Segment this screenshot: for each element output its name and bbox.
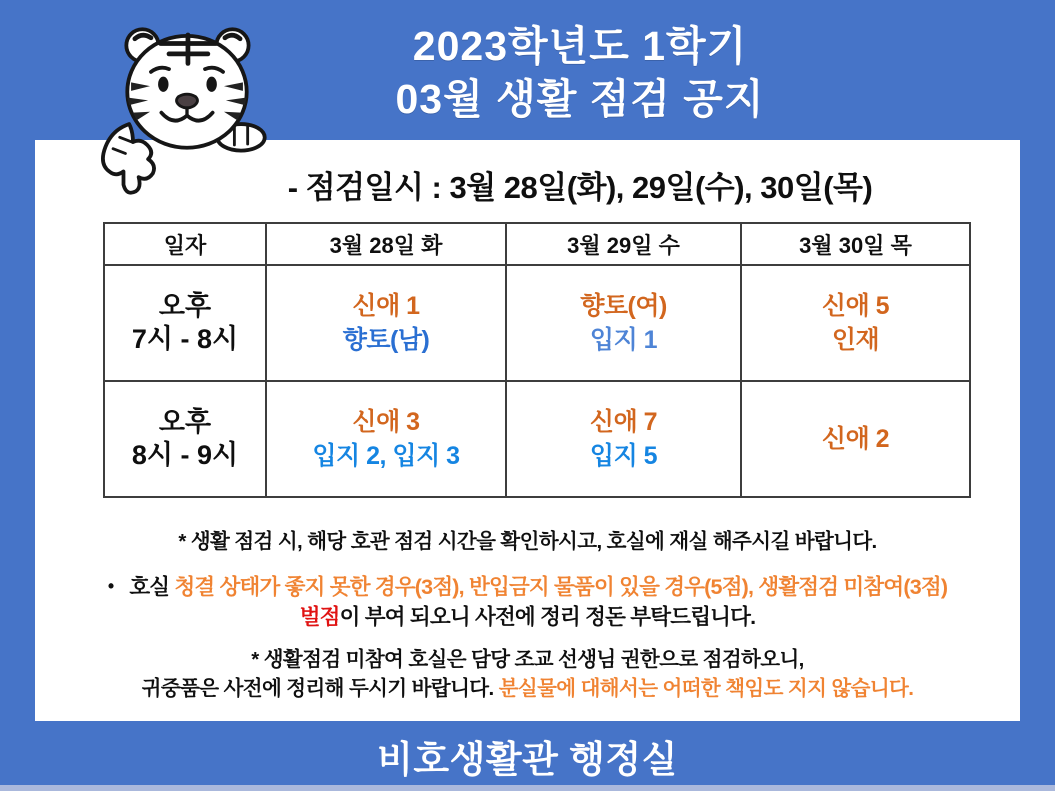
time-slot-cell	[104, 381, 266, 497]
time-line: 7시 - 8시	[131, 324, 239, 354]
note-valuables	[35, 645, 1020, 703]
table-row	[104, 265, 970, 381]
notes-section	[35, 524, 1020, 703]
room-assignment-cell	[506, 381, 741, 497]
header-cell-mar28: 3월 28일 화	[266, 223, 506, 265]
room-line: 향토(여)	[580, 292, 667, 320]
note-penalty-orange: 청결 상태가 좋지 못한 경우(3점), 반입금지 물품이 있을 경우(5점), 생활점검 미참여(3점)	[174, 575, 948, 599]
room-assignment-cell	[266, 265, 506, 381]
tiger-mascot-icon	[78, 14, 296, 205]
room-assignment-cell	[741, 381, 970, 497]
page-title	[250, 20, 910, 126]
note-presence: * 생활 점검 시, 해당 호관 점검 시간을 확인하시고, 호실에 재실 해주시길 바랍니다.	[178, 530, 877, 553]
header-cell-date: 일자	[104, 223, 266, 265]
table-header-row	[104, 223, 970, 265]
header-cell-mar30: 3월 30일 목	[741, 223, 970, 265]
note-penalty-rest: 이 부여 되오니 사전에 정리 정돈 부탁드립니다.	[339, 605, 756, 629]
room-line: 인재	[831, 326, 880, 354]
note-valuables-orange: 분실물에 대해서는 어떠한 책임도 지지 않습니다.	[498, 677, 914, 700]
note-penalty	[35, 571, 1020, 632]
bottom-edge-strip	[0, 785, 1055, 791]
room-line: 입지 5	[589, 442, 658, 470]
note-valuables-line2	[35, 674, 1020, 703]
note-penalty-line1	[35, 571, 1020, 602]
room-assignment-cell	[506, 265, 741, 381]
room-line: 신애 5	[821, 292, 890, 320]
time-line: 오후	[158, 291, 212, 321]
header-cell-mar29: 3월 29일 수	[506, 223, 741, 265]
page-title-line2: 03월 생활 점검 공지	[395, 76, 765, 122]
footer-office-title: 비호생활관 행정실	[377, 739, 678, 780]
note-penalty-line2	[35, 602, 1020, 632]
room-assignment-cell	[266, 381, 506, 497]
page-title-line1: 2023학년도 1학기	[412, 23, 748, 69]
content-panel	[35, 140, 1020, 721]
time-line: 오후	[158, 407, 212, 437]
table-row	[104, 381, 970, 497]
note-valuables-line1: * 생활점검 미참여 호실은 담당 조교 선생님 권한으로 점검하오니,	[251, 648, 804, 671]
inspection-schedule-table	[103, 222, 971, 498]
room-assignment-cell	[741, 265, 970, 381]
room-line: 입지 2, 입지 3	[312, 442, 460, 470]
time-line: 8시 - 9시	[131, 440, 239, 470]
room-line: 입지 1	[589, 326, 658, 354]
time-slot-cell	[104, 265, 266, 381]
note-valuables-black: 귀중품은 사전에 정리해 두시기 바랍니다.	[141, 677, 499, 700]
inspection-date-subtitle: - 점검일시 : 3월 28일(화), 29일(수), 30일(목)	[287, 170, 873, 205]
room-line: 신애 1	[352, 292, 420, 320]
room-line: 향토(남)	[342, 326, 430, 354]
room-line: 신애 2	[821, 425, 890, 453]
room-line: 신애 3	[352, 408, 420, 436]
bullet-icon: •	[107, 576, 114, 596]
note-penalty-black: 호실	[129, 575, 175, 599]
room-line: 신애 7	[589, 408, 658, 436]
penalty-word: 벌점	[299, 605, 340, 629]
